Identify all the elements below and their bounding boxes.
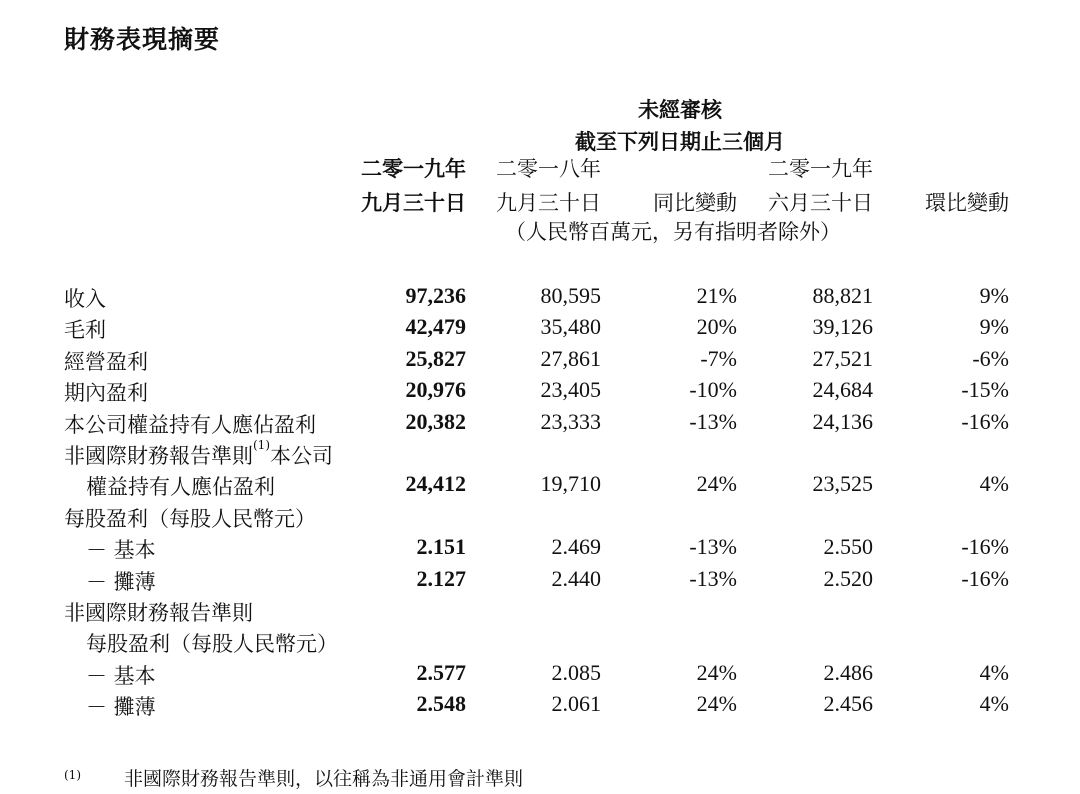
cell-col1: 24,412 bbox=[405, 471, 466, 496]
cell-col3: 21% bbox=[696, 283, 737, 308]
cell-col3: -13% bbox=[689, 409, 737, 434]
table-row bbox=[0, 409, 1080, 440]
cell-col5: 4% bbox=[979, 660, 1009, 685]
cell-col5: 9% bbox=[979, 314, 1009, 339]
cell-col1: 2.577 bbox=[416, 660, 466, 685]
cell-col1: 20,382 bbox=[405, 409, 466, 434]
cell-col4: 27,521 bbox=[812, 346, 873, 371]
row-label: 收入 bbox=[64, 287, 106, 311]
page-title: 財務表現摘要 bbox=[64, 25, 221, 54]
cell-col4: 24,136 bbox=[812, 409, 873, 434]
cell-col4: 24,684 bbox=[812, 377, 873, 402]
row-label: 毛利 bbox=[64, 318, 106, 342]
cell-col1: 97,236 bbox=[405, 283, 466, 308]
col4-header: 二零一九年 六月三十日 bbox=[768, 157, 873, 215]
row-label: － 基本 bbox=[86, 664, 156, 688]
unit-note: （人民幣百萬元，另有指明者除外） bbox=[505, 220, 841, 244]
cell-col3: -13% bbox=[689, 566, 737, 591]
cell-col3: 20% bbox=[696, 314, 737, 339]
row-label: － 攤薄 bbox=[86, 570, 156, 594]
row-label: 本公司權益持有人應佔盈利 bbox=[64, 413, 316, 437]
row-label: 非國際財務報告準則$^{(1)}$本公司 bbox=[64, 438, 333, 468]
col5-header: 環比變動 bbox=[925, 191, 1009, 215]
row-label: － 攤薄 bbox=[86, 695, 156, 719]
table-row bbox=[0, 660, 1080, 691]
cell-col5: 4% bbox=[979, 691, 1009, 716]
table-row bbox=[0, 503, 1080, 534]
table-row bbox=[0, 628, 1080, 659]
table-row bbox=[0, 440, 1080, 471]
cell-col1: 2.548 bbox=[416, 691, 466, 716]
cell-col5: 9% bbox=[979, 283, 1009, 308]
cell-col1: 20,976 bbox=[405, 377, 466, 402]
row-label: 權益持有人應佔盈利 bbox=[86, 475, 275, 499]
col2-header: 二零一八年 九月三十日 bbox=[496, 157, 601, 215]
cell-col5: -16% bbox=[961, 534, 1009, 559]
cell-col5: 4% bbox=[979, 471, 1009, 496]
cell-col2: 27,861 bbox=[540, 346, 601, 371]
table-row bbox=[0, 283, 1080, 314]
table-row bbox=[0, 471, 1080, 502]
footnote-marker: (1) bbox=[64, 768, 81, 782]
cell-col1: 42,479 bbox=[405, 314, 466, 339]
cell-col2: 2.085 bbox=[551, 660, 601, 685]
cell-col4: 2.520 bbox=[823, 566, 873, 591]
row-label: 期內盈利 bbox=[64, 381, 148, 405]
row-label: － 基本 bbox=[86, 538, 156, 562]
cell-col3: 24% bbox=[696, 471, 737, 496]
cell-col3: -7% bbox=[700, 346, 737, 371]
table-row bbox=[0, 346, 1080, 377]
cell-col5: -6% bbox=[972, 346, 1009, 371]
cell-col2: 80,595 bbox=[540, 283, 601, 308]
cell-col2: 35,480 bbox=[540, 314, 601, 339]
cell-col3: 24% bbox=[696, 660, 737, 685]
col3-header: 同比變動 bbox=[653, 191, 737, 215]
table-row bbox=[0, 691, 1080, 722]
cell-col3: -13% bbox=[689, 534, 737, 559]
table-row bbox=[0, 566, 1080, 597]
row-label: 每股盈利（每股人民幣元） bbox=[86, 632, 338, 656]
table-row bbox=[0, 534, 1080, 565]
cell-col2: 19,710 bbox=[540, 471, 601, 496]
cell-col5: -15% bbox=[961, 377, 1009, 402]
cell-col2: 23,333 bbox=[540, 409, 601, 434]
cell-col5: -16% bbox=[961, 409, 1009, 434]
footnote-text: 非國際財務報告準則，以往稱為非通用會計準則 bbox=[124, 768, 524, 790]
cell-col1: 25,827 bbox=[405, 346, 466, 371]
cell-col4: 23,525 bbox=[812, 471, 873, 496]
table-row bbox=[0, 314, 1080, 345]
cell-col2: 2.469 bbox=[551, 534, 601, 559]
cell-col4: 39,126 bbox=[812, 314, 873, 339]
cell-col2: 23,405 bbox=[540, 377, 601, 402]
cell-col3: 24% bbox=[696, 691, 737, 716]
cell-col4: 2.486 bbox=[823, 660, 873, 685]
cell-col3: -10% bbox=[689, 377, 737, 402]
cell-col4: 2.456 bbox=[823, 691, 873, 716]
cell-col5: -16% bbox=[961, 566, 1009, 591]
cell-col1: 2.151 bbox=[416, 534, 466, 559]
cell-col2: 2.440 bbox=[551, 566, 601, 591]
cell-col4: 88,821 bbox=[812, 283, 873, 308]
table-row bbox=[0, 377, 1080, 408]
period-heading: 截至下列日期止三個月 bbox=[575, 129, 785, 154]
cell-col4: 2.550 bbox=[823, 534, 873, 559]
table-row bbox=[0, 597, 1080, 628]
audit-status: 未經審核 bbox=[638, 97, 722, 122]
col1-header: 二零一九年 九月三十日 bbox=[361, 156, 466, 215]
row-label: 非國際財務報告準則 bbox=[64, 601, 253, 625]
cell-col1: 2.127 bbox=[416, 566, 466, 591]
row-label: 經營盈利 bbox=[64, 350, 148, 374]
cell-col2: 2.061 bbox=[551, 691, 601, 716]
row-label: 每股盈利（每股人民幣元） bbox=[64, 507, 316, 531]
